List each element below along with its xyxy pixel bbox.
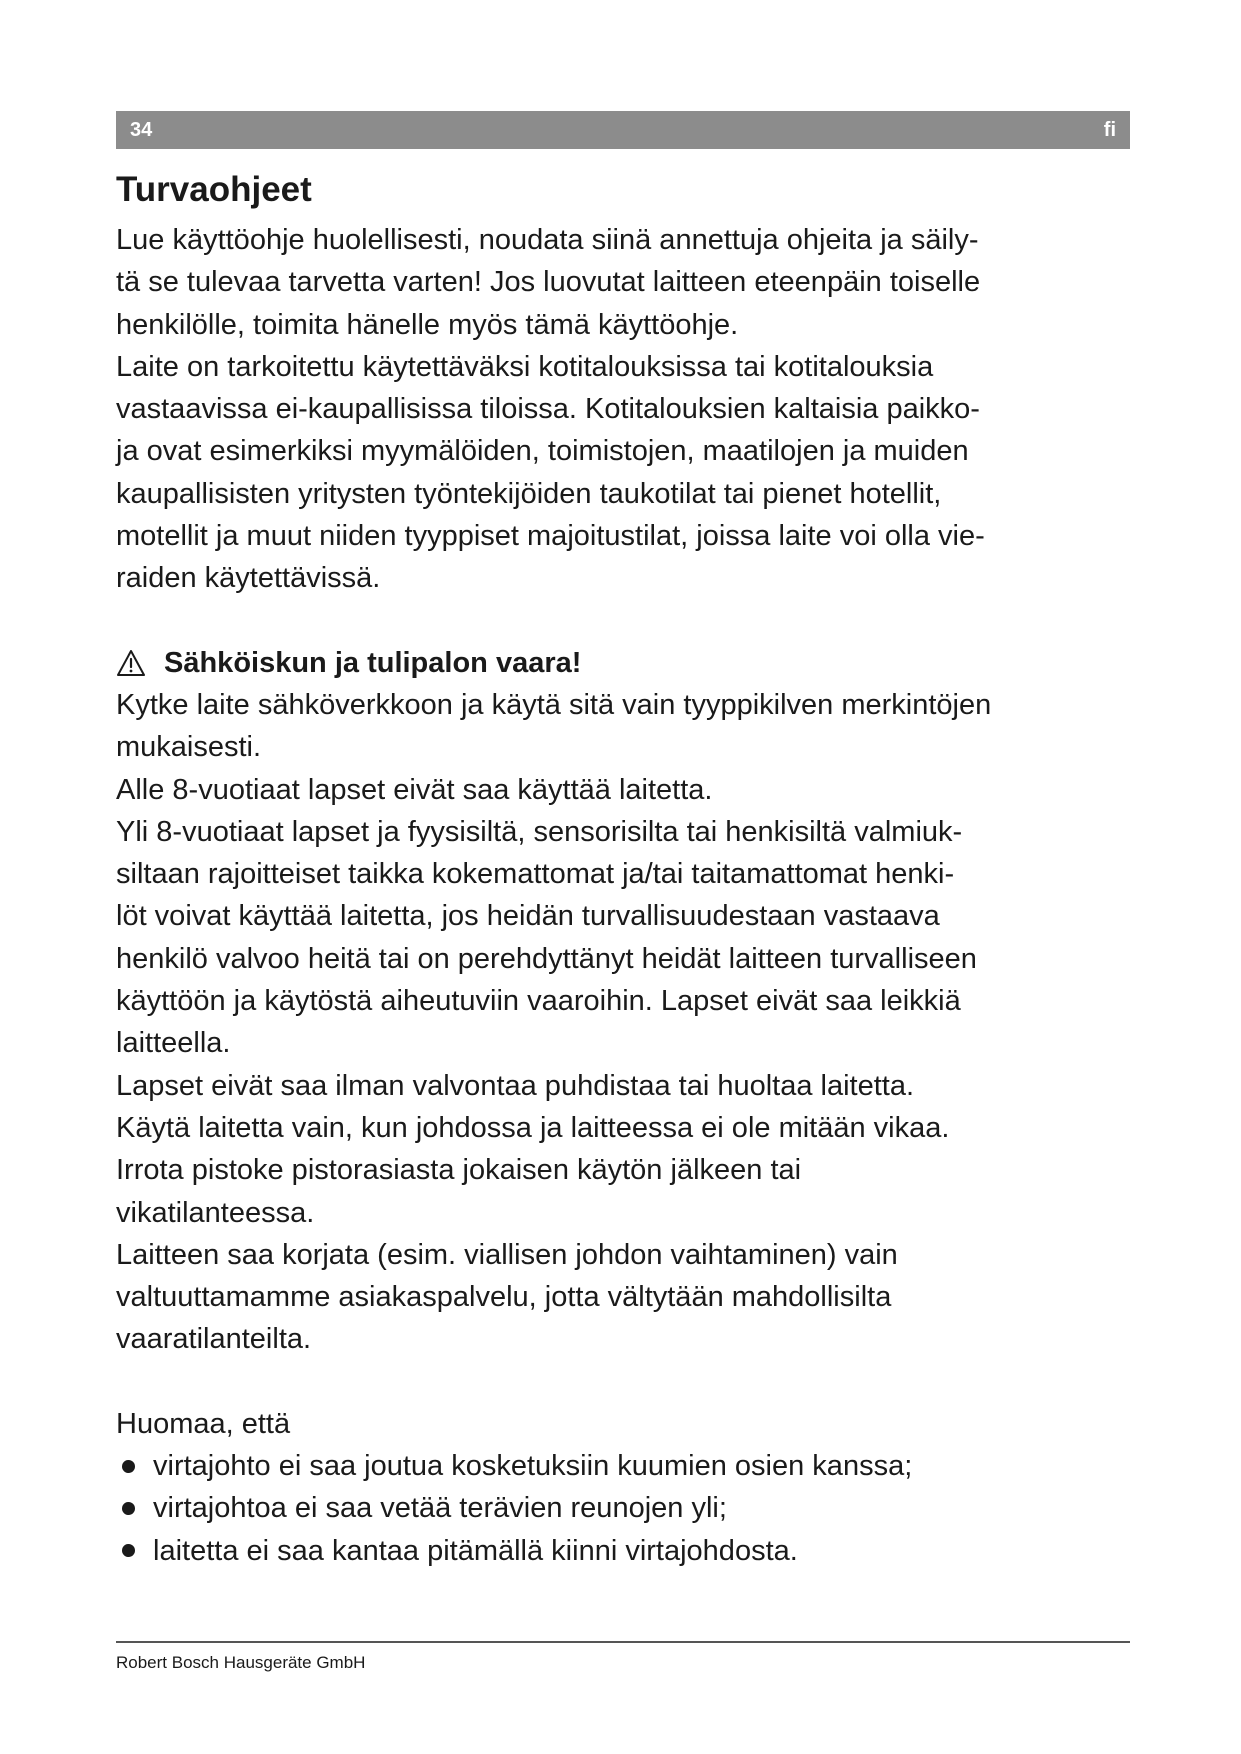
note-lead: Huomaa, että [116,1407,291,1440]
text-line: kaupallisisten yritysten työntekijöiden taukotilat tai pienet hotellit, [116,477,942,510]
text-line: Kytke laite sähköverkkoon ja käytä sitä vain tyyppikilven merkintöjen [116,688,992,721]
text-line: löt voivat käyttää laitetta, jos heidän turvallisuudestaan vastaava [116,900,940,933]
text-line: siltaan rajoitteiset taikka kokemattomat ja/tai taitamattomat henki- [116,858,955,891]
page-number: 34 [130,118,153,141]
list-item-text: virtajohto ei saa joutua kosketuksiin kuumien osien kanssa; [153,1450,913,1483]
text-line: Lue käyttöohje huolellisesti, noudata siinä annettuja ohjeita ja säily- [116,224,979,256]
list-item [116,1530,1146,1572]
text-line: vastaavissa ei-kaupallisissa tiloissa. Kotitalouksien kaltaisia paikko- [116,393,980,426]
text-line: motellit ja muut niiden tyyppiset majoitustilat, joissa laite voi olla vie- [116,520,985,553]
page-title: Turvaohjeet [116,170,312,209]
text-line: ja ovat esimerkiksi myymälöiden, toimistojen, maatilojen ja muiden [116,435,969,468]
text-line: raiden käytettävissä. [116,562,381,595]
text-line: Laitteen saa korjata (esim. viallisen johdon vaihtaminen) vain [116,1238,898,1271]
text-line: Yli 8-vuotiaat lapset ja fyysisiltä, sensorisilta tai henkisiltä valmiuk- [116,815,963,848]
content-body [116,219,1146,1572]
list-item-text: virtajohtoa ei saa vetää terävien reunojen yli; [153,1492,727,1525]
text-line: vaaratilanteilta. [116,1323,312,1356]
bullet-dot-icon [122,1502,135,1515]
bullet-dot-icon [122,1544,135,1557]
text-line: Käytä laitetta vain, kun johdossa ja laitteessa ei ole mitään vikaa. [116,1111,950,1144]
warning-section [116,642,1146,1361]
list-item-text: laitetta ei saa kantaa pitämällä kiinni virtajohdosta. [153,1534,798,1567]
text-line: vikatilanteessa. [116,1196,315,1229]
text-line: Laite on tarkoitettu käytettäväksi kotitalouksissa tai kotitalouksia [116,350,934,383]
list-item [116,1487,1146,1529]
intro-paragraph [116,219,1146,600]
text-line: Lapset eivät saa ilman valvontaa puhdistaa tai huoltaa laitetta. [116,1069,915,1102]
footer-divider [116,1641,1130,1643]
text-line: tä se tulevaa tarvetta varten! Jos luovutat laitteen eteenpäin toiselle [116,266,981,299]
text-line: Alle 8-vuotiaat lapset eivät saa käyttää laitetta. [116,773,713,806]
bullet-dot-icon [122,1460,135,1473]
warning-heading-text: Sähköiskun ja tulipalon vaara! [164,646,582,679]
language-code: fi [1103,118,1116,141]
text-line: mukaisesti. [116,731,262,764]
note-section [116,1403,1146,1572]
footer-company: Robert Bosch Hausgeräte GmbH [116,1653,366,1672]
text-line: valtuuttamamme asiakaspalvelu, jotta vältytään mahdollisilta [116,1281,892,1314]
text-line: Irrota pistoke pistorasiasta jokaisen käytön jälkeen tai [116,1154,802,1187]
page-header-bar [116,111,1130,149]
list-item [116,1445,1146,1487]
warning-heading [116,642,1146,684]
text-line: laitteella. [116,1027,231,1060]
text-line: henkilölle, toimita hänelle myös tämä käyttöohje. [116,308,739,341]
text-line: henkilö valvoo heitä tai on perehdyttänyt heidät laitteen turvalliseen [116,942,977,975]
warning-triangle-icon [116,649,146,677]
text-line: käyttöön ja käytöstä aiheutuviin vaaroihin. Lapset eivät saa leikkiä [116,985,961,1018]
